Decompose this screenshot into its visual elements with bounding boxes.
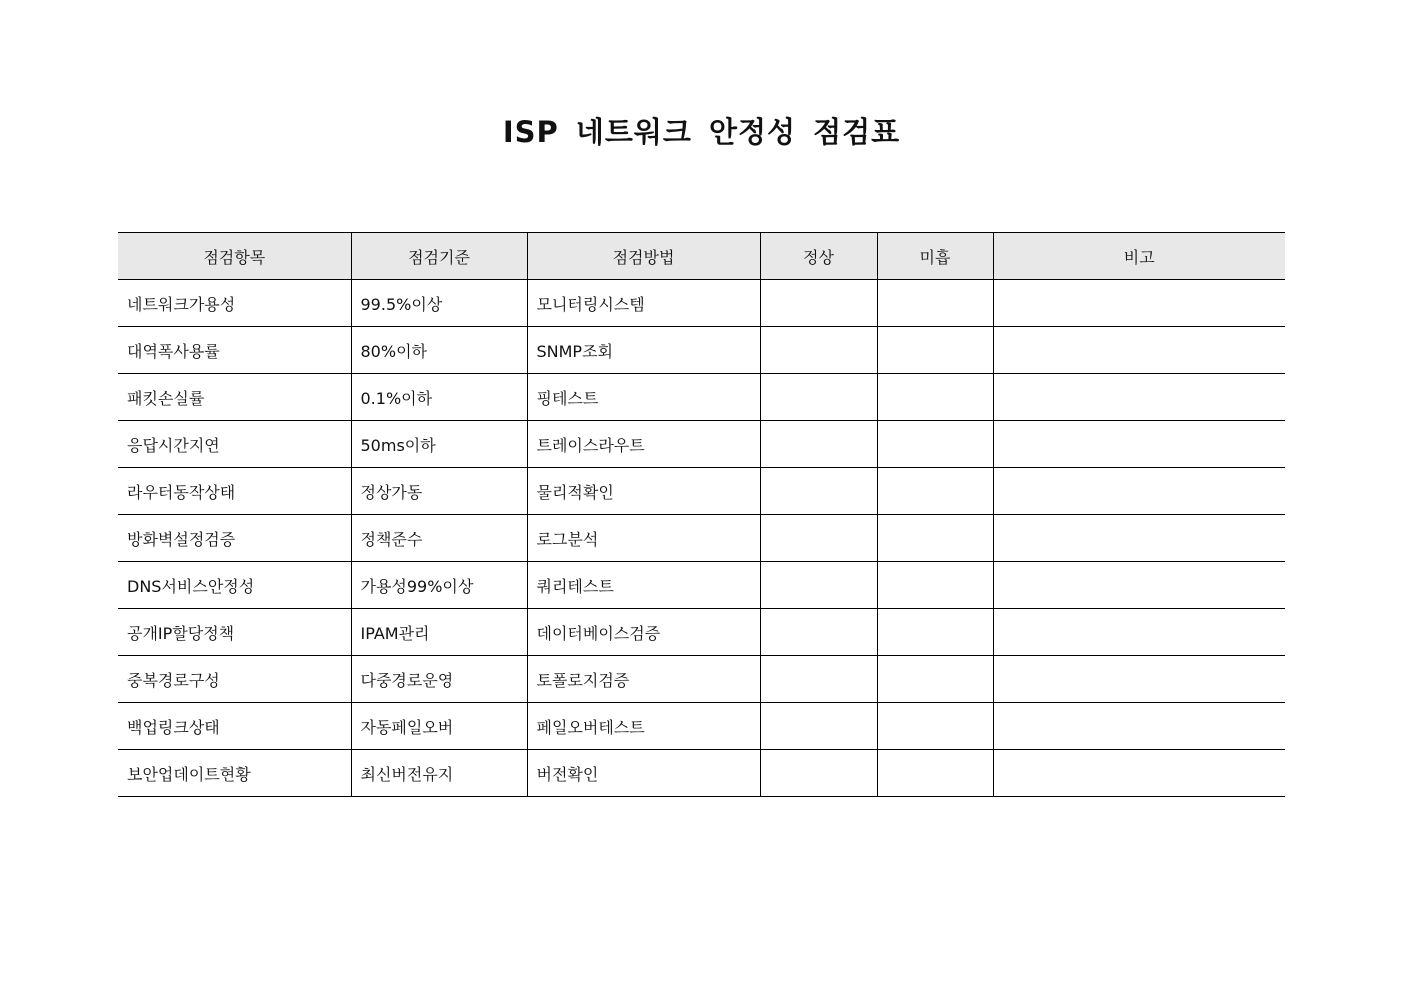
- table-row: [118, 609, 1285, 656]
- table-row: [118, 468, 1285, 515]
- cell-insufficient: [877, 327, 993, 374]
- header-remarks: 비고: [993, 233, 1285, 280]
- table-row: [118, 374, 1285, 421]
- cell-criteria: 가용성99%이상: [351, 562, 527, 609]
- table-row: [118, 750, 1285, 797]
- cell-method: 핑테스트: [527, 374, 760, 421]
- cell-item: 방화벽설정검증: [118, 515, 351, 562]
- cell-insufficient: [877, 421, 993, 468]
- cell-normal: [760, 280, 877, 327]
- cell-method: 모니터링시스템: [527, 280, 760, 327]
- cell-insufficient: [877, 515, 993, 562]
- cell-item: 패킷손실률: [118, 374, 351, 421]
- table-row: [118, 515, 1285, 562]
- table-row: [118, 703, 1285, 750]
- cell-method: 트레이스라우트: [527, 421, 760, 468]
- table-row: [118, 327, 1285, 374]
- header-method: 점검방법: [527, 233, 760, 280]
- cell-remarks: [993, 515, 1285, 562]
- cell-item: 중복경로구성: [118, 656, 351, 703]
- header-row: [118, 233, 1285, 280]
- cell-method: 물리적확인: [527, 468, 760, 515]
- header-criteria: 점검기준: [351, 233, 527, 280]
- cell-criteria: 자동페일오버: [351, 703, 527, 750]
- table-row: [118, 656, 1285, 703]
- cell-method: 로그분석: [527, 515, 760, 562]
- cell-normal: [760, 327, 877, 374]
- cell-normal: [760, 515, 877, 562]
- cell-criteria: 다중경로운영: [351, 656, 527, 703]
- cell-method: 페일오버테스트: [527, 703, 760, 750]
- cell-insufficient: [877, 468, 993, 515]
- cell-remarks: [993, 468, 1285, 515]
- cell-item: 라우터동작상태: [118, 468, 351, 515]
- table-row: [118, 280, 1285, 327]
- cell-item: 대역폭사용률: [118, 327, 351, 374]
- cell-criteria: 정책준수: [351, 515, 527, 562]
- cell-criteria: 80%이하: [351, 327, 527, 374]
- cell-normal: [760, 750, 877, 797]
- cell-remarks: [993, 609, 1285, 656]
- cell-item: 네트워크가용성: [118, 280, 351, 327]
- cell-insufficient: [877, 750, 993, 797]
- cell-criteria: 50ms이하: [351, 421, 527, 468]
- table-body: [118, 280, 1285, 797]
- cell-normal: [760, 656, 877, 703]
- cell-criteria: 0.1%이하: [351, 374, 527, 421]
- cell-method: SNMP조회: [527, 327, 760, 374]
- cell-item: 응답시간지연: [118, 421, 351, 468]
- cell-criteria: IPAM관리: [351, 609, 527, 656]
- cell-insufficient: [877, 280, 993, 327]
- cell-normal: [760, 468, 877, 515]
- cell-remarks: [993, 280, 1285, 327]
- cell-normal: [760, 374, 877, 421]
- header-item: 점검항목: [118, 233, 351, 280]
- cell-normal: [760, 703, 877, 750]
- header-normal: 정상: [760, 233, 877, 280]
- table-row: [118, 421, 1285, 468]
- header-insufficient: 미흡: [877, 233, 993, 280]
- cell-method: 쿼리테스트: [527, 562, 760, 609]
- cell-remarks: [993, 562, 1285, 609]
- cell-item: DNS서비스안정성: [118, 562, 351, 609]
- cell-method: 데이터베이스검증: [527, 609, 760, 656]
- cell-normal: [760, 562, 877, 609]
- cell-normal: [760, 609, 877, 656]
- checklist-table: [118, 232, 1285, 797]
- cell-item: 보안업데이트현황: [118, 750, 351, 797]
- cell-criteria: 99.5%이상: [351, 280, 527, 327]
- cell-remarks: [993, 656, 1285, 703]
- table-row: [118, 562, 1285, 609]
- cell-remarks: [993, 374, 1285, 421]
- cell-normal: [760, 421, 877, 468]
- cell-insufficient: [877, 374, 993, 421]
- cell-method: 토폴로지검증: [527, 656, 760, 703]
- cell-insufficient: [877, 703, 993, 750]
- cell-insufficient: [877, 562, 993, 609]
- page-title: ISP 네트워크 안정성 점검표: [502, 115, 901, 149]
- cell-remarks: [993, 703, 1285, 750]
- cell-insufficient: [877, 656, 993, 703]
- cell-criteria: 최신버전유지: [351, 750, 527, 797]
- cell-item: 공개IP할당정책: [118, 609, 351, 656]
- cell-remarks: [993, 750, 1285, 797]
- cell-remarks: [993, 327, 1285, 374]
- cell-remarks: [993, 421, 1285, 468]
- cell-insufficient: [877, 609, 993, 656]
- table-header: [118, 233, 1285, 280]
- cell-method: 버전확인: [527, 750, 760, 797]
- cell-item: 백업링크상태: [118, 703, 351, 750]
- cell-criteria: 정상가동: [351, 468, 527, 515]
